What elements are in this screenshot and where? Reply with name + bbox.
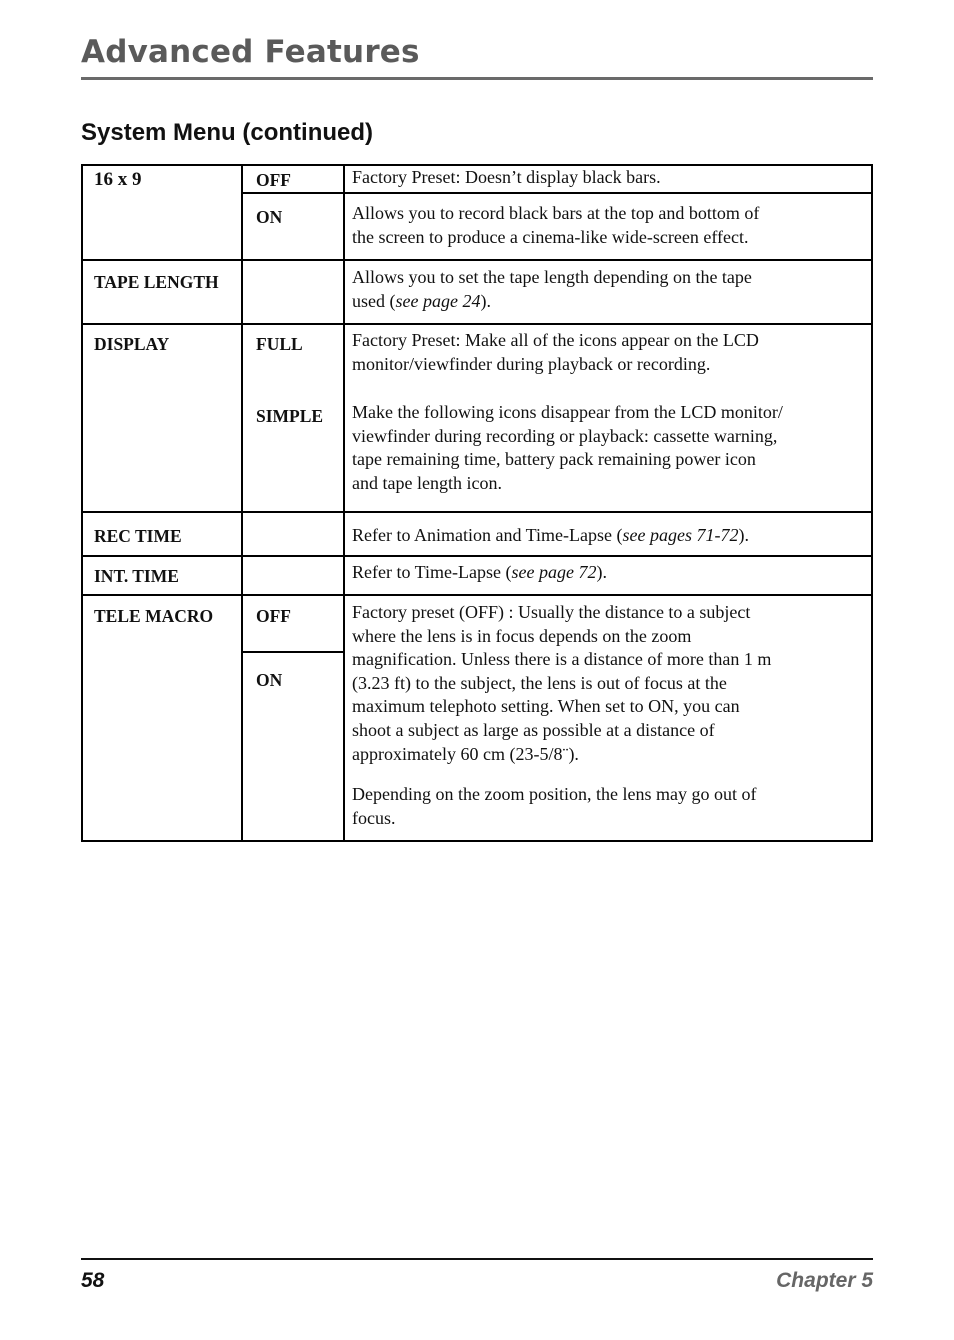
- option-on: ON: [256, 207, 283, 227]
- description-line: Depending on the zoom position, the lens may go out of: [352, 784, 757, 804]
- footer-rule: [81, 1258, 873, 1260]
- option-description: Refer to Animation and Time-Lapse (see pages 71-72).: [352, 525, 749, 545]
- row-label-rec-time: REC TIME: [94, 526, 182, 546]
- page-reference: see page 72: [511, 562, 597, 582]
- page-reference: see page 24: [395, 290, 481, 311]
- description-line: Allows you to set the tape length depending on the tape: [352, 267, 752, 287]
- row-label-16x9: 16 x 9: [94, 169, 142, 190]
- page-title: Advanced Features: [81, 34, 420, 70]
- description-line: and tape length icon.: [352, 472, 502, 493]
- description-line: shoot a subject as large as possible at a distance of: [352, 719, 715, 740]
- settings-table: [81, 164, 873, 842]
- option-full: FULL: [256, 334, 303, 354]
- option-description: [352, 401, 783, 495]
- option-off: OFF: [256, 606, 291, 626]
- description-line: Factory preset (OFF) : Usually the distance to a subject: [352, 602, 751, 622]
- option-description: [352, 783, 756, 830]
- option-description: Refer to Time-Lapse (see page 72).: [352, 562, 607, 582]
- description-line: approximately 60 cm (23-5/8¨).: [352, 743, 579, 764]
- option-description: Factory Preset: Doesn’t display black bars.: [352, 167, 661, 187]
- row-divider: [81, 323, 873, 325]
- title-rule: [81, 77, 873, 80]
- row-label-display: DISPLAY: [94, 334, 170, 354]
- column-divider: [241, 164, 243, 842]
- description-line: viewfinder during recording or playback: cassette warning,: [352, 425, 778, 446]
- row-label-tele-macro: TELE MACRO: [94, 606, 214, 626]
- section-title: System Menu (continued): [81, 119, 374, 146]
- row-divider: [241, 651, 343, 653]
- option-description: [352, 266, 752, 313]
- row-divider: [81, 511, 873, 513]
- description-line: monitor/viewfinder during playback or recording.: [352, 353, 711, 374]
- description-line: focus.: [352, 807, 396, 828]
- description-line: Make the following icons disappear from the LCD monitor/: [352, 402, 783, 422]
- description-line: tape remaining time, battery pack remaining power icon: [352, 449, 756, 470]
- page-number: 58: [81, 1269, 105, 1292]
- row-divider: [81, 594, 873, 596]
- row-divider: [81, 259, 873, 261]
- option-description: [352, 202, 759, 249]
- description-line: magnification. Unless there is a distance of more than 1 m: [352, 649, 772, 670]
- row-divider: [241, 192, 873, 194]
- description-line: the screen to produce a cinema-like wide-screen effect.: [352, 226, 749, 247]
- option-description: [352, 601, 771, 766]
- option-on: ON: [256, 670, 283, 690]
- page-reference: see pages 71-72: [622, 525, 739, 545]
- description-line: where the lens is in focus depends on the zoom: [352, 625, 692, 646]
- description-line: Factory Preset: Make all of the icons appear on the LCD: [352, 330, 759, 350]
- description-line: used (see page 24).: [352, 290, 491, 311]
- row-label-tape-length: TAPE LENGTH: [94, 272, 219, 292]
- row-divider: [81, 555, 873, 557]
- description-line: (3.23 ft) to the subject, the lens is out of focus at the: [352, 672, 727, 693]
- table-border-bottom: [81, 840, 873, 842]
- option-simple: SIMPLE: [256, 406, 324, 426]
- description-line: Allows you to record black bars at the top and bottom of: [352, 203, 760, 223]
- table-border-right: [871, 164, 873, 842]
- row-label-int-time: INT. TIME: [94, 566, 179, 586]
- column-divider: [343, 164, 345, 842]
- description-line: maximum telephoto setting. When set to ON, you can: [352, 696, 740, 717]
- option-off: OFF: [256, 170, 291, 190]
- option-description: [352, 329, 759, 376]
- chapter-label: Chapter 5: [776, 1269, 873, 1292]
- table-border-left: [81, 164, 83, 842]
